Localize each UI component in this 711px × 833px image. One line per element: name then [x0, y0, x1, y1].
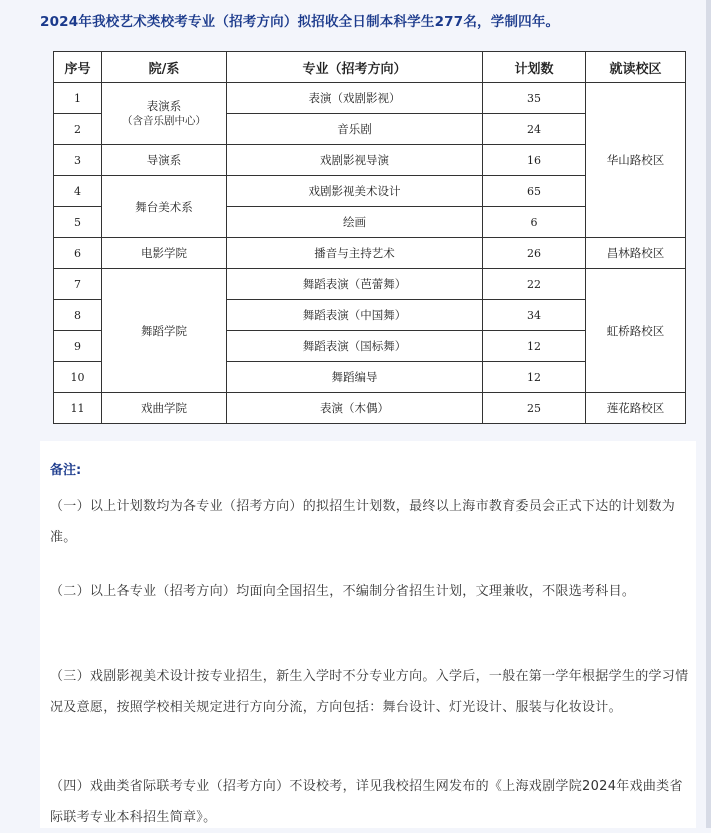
header-major: 专业（招考方向） — [227, 52, 483, 83]
row-major: 表演（戏剧影视） — [227, 83, 483, 114]
row-no: 10 — [54, 362, 102, 393]
row-dept: 戏曲学院 — [102, 393, 227, 424]
table-row — [54, 238, 686, 269]
note-item: （二）以上各专业（招考方向）均面向全国招生，不编制分省招生计划，文理兼收，不限选考科目。 — [50, 584, 636, 599]
row-major: 舞蹈表演（国标舞） — [227, 331, 483, 362]
row-campus: 昌林路校区 — [586, 238, 686, 269]
note-item: （三）戏剧影视美术设计按专业招生，新生入学时不分专业方向。入学后，一般在第一学年根据学生的学习情况及意愿，按照学校相关规定进行方向分流，方向包括：舞台设计、灯光设计、服装与化妆设计。 — [50, 669, 689, 715]
header-no: 序号 — [54, 52, 102, 83]
row-no: 8 — [54, 300, 102, 331]
row-plan: 16 — [483, 145, 586, 176]
row-no: 3 — [54, 145, 102, 176]
table-row — [54, 269, 686, 300]
row-no: 9 — [54, 331, 102, 362]
row-major: 绘画 — [227, 207, 483, 238]
row-major: 舞蹈编导 — [227, 362, 483, 393]
row-plan: 34 — [483, 300, 586, 331]
page-edge — [706, 0, 711, 828]
header-dept: 院/系 — [102, 52, 227, 83]
row-plan: 12 — [483, 331, 586, 362]
row-campus: 华山路校区 — [586, 83, 686, 238]
row-major: 播音与主持艺术 — [227, 238, 483, 269]
header-campus: 就读校区 — [586, 52, 686, 83]
note-item: （一）以上计划数均为各专业（招考方向）的拟招生计划数，最终以上海市教育委员会正式下达的计划数为准。 — [50, 499, 676, 545]
row-no: 6 — [54, 238, 102, 269]
row-plan: 26 — [483, 238, 586, 269]
row-plan: 35 — [483, 83, 586, 114]
table-row — [54, 83, 686, 114]
row-plan: 65 — [483, 176, 586, 207]
row-plan: 25 — [483, 393, 586, 424]
row-major: 表演（木偶） — [227, 393, 483, 424]
notes-panel — [40, 441, 696, 828]
row-no: 7 — [54, 269, 102, 300]
row-major: 舞蹈表演（中国舞） — [227, 300, 483, 331]
row-major: 舞蹈表演（芭蕾舞） — [227, 269, 483, 300]
row-dept: 舞蹈学院 — [102, 269, 227, 393]
row-no: 1 — [54, 83, 102, 114]
dept-subtitle: （含音乐剧中心） — [122, 115, 206, 127]
row-plan: 24 — [483, 114, 586, 145]
row-dept: 舞台美术系 — [102, 176, 227, 238]
row-plan: 6 — [483, 207, 586, 238]
row-no: 11 — [54, 393, 102, 424]
row-major: 戏剧影视导演 — [227, 145, 483, 176]
row-plan: 22 — [483, 269, 586, 300]
notes-title: 备注: — [50, 463, 82, 478]
row-dept: 电影学院 — [102, 238, 227, 269]
dept-name: 表演系 — [146, 99, 182, 113]
row-no: 4 — [54, 176, 102, 207]
row-no: 2 — [54, 114, 102, 145]
row-no: 5 — [54, 207, 102, 238]
row-dept — [102, 83, 227, 145]
header-plan: 计划数 — [483, 52, 586, 83]
row-major: 音乐剧 — [227, 114, 483, 145]
enrollment-table — [53, 51, 685, 424]
row-campus: 莲花路校区 — [586, 393, 686, 424]
row-major: 戏剧影视美术设计 — [227, 176, 483, 207]
table-header-row — [54, 52, 686, 83]
table-row — [54, 393, 686, 424]
row-plan: 12 — [483, 362, 586, 393]
row-dept: 导演系 — [102, 145, 227, 176]
row-campus: 虹桥路校区 — [586, 269, 686, 393]
note-item: （四）戏曲类省际联考专业（招考方向）不设校考，详见我校招生网发布的《上海戏剧学院2024年戏曲类省际联考专业本科招生简章》。 — [50, 779, 683, 825]
headline: 2024年我校艺术类校考专业（招考方向）拟招收全日制本科学生277名，学制四年。 — [40, 14, 560, 30]
